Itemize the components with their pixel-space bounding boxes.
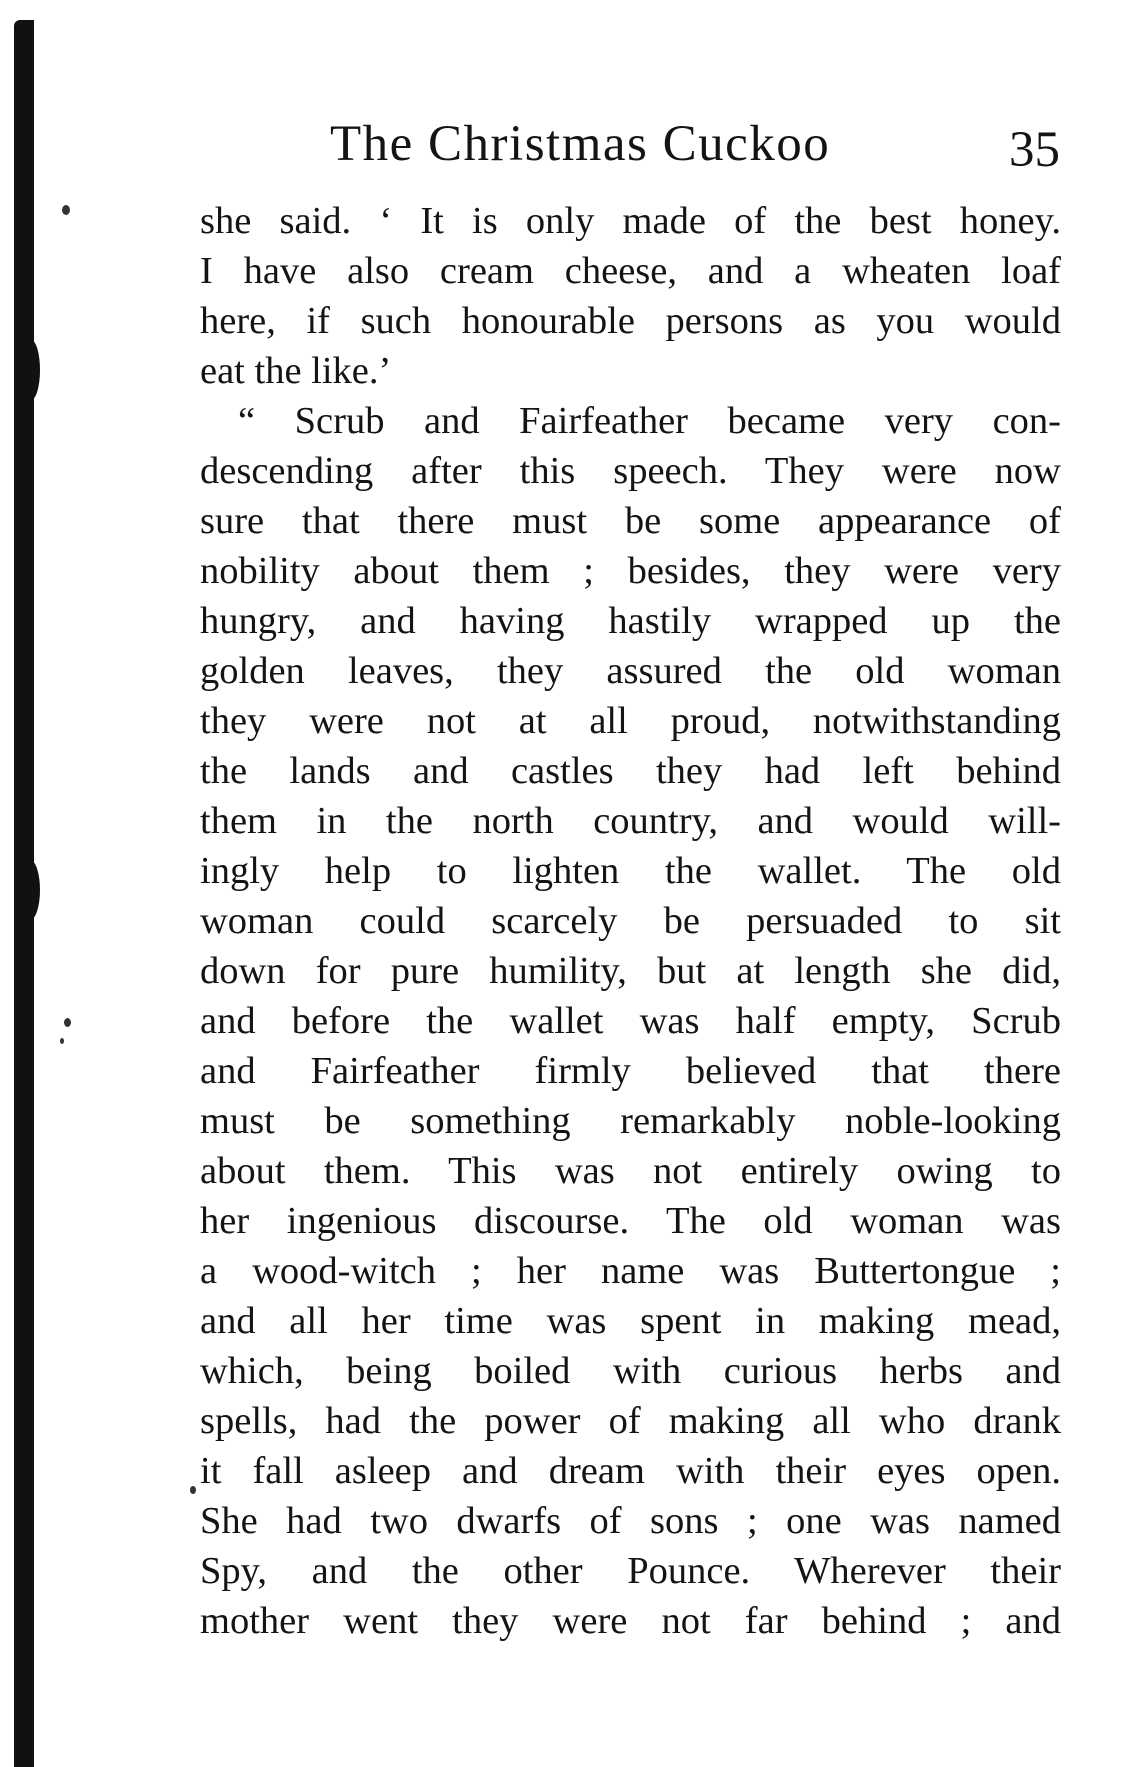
text-line: them in the north country, and would will- [200,800,1061,842]
binding-edge [14,20,34,1767]
text-line: and all her time was spent in making mead, [200,1300,1061,1342]
text-line: they were not at all proud, notwithstanding [200,700,1061,742]
text-line: golden leaves, they assured the old woman [200,650,1061,692]
text-line: Spy, and the other Pounce. Wherever their [200,1550,1061,1592]
text-line: which, being boiled with curious herbs and [200,1350,1061,1392]
text-line: her ingenious discourse. The old woman was [200,1200,1061,1242]
running-title: The Christmas Cuckoo [330,116,831,172]
text-line: hungry, and having hastily wrapped up the [200,600,1061,642]
text-line: nobility about them ; besides, they were very [200,550,1061,592]
text-line: down for pure humility, but at length she did, [200,950,1061,992]
scan-speck [60,1038,64,1044]
text-line: I have also cream cheese, and a wheaten loaf [200,250,1061,292]
text-line: must be something remarkably noble-looking [200,1100,1061,1142]
text-line: here, if such honourable persons as you would [200,300,1061,342]
text-line: a wood-witch ; her name was Buttertongue ; [200,1250,1061,1292]
text-line: woman could scarcely be persuaded to sit [200,900,1061,942]
text-line: and before the wallet was half empty, Scrub [200,1000,1061,1042]
text-line: eat the like.’ [200,350,392,392]
text-line: ingly help to lighten the wallet. The old [200,850,1061,892]
page-number: 35 [1009,122,1060,178]
text-line: sure that there must be some appearance of [200,500,1061,542]
scan-speck [190,1486,196,1494]
text-line: descending after this speech. They were now [200,450,1061,492]
body-text [200,196,1061,1646]
text-line: She had two dwarfs of sons ; one was named [200,1500,1061,1542]
text-line: mother went they were not far behind ; and [200,1600,1061,1642]
text-line: it fall asleep and dream with their eyes open. [200,1450,1061,1492]
text-line: and Fairfeather firmly believed that there [200,1050,1061,1092]
text-line: about them. This was not entirely owing to [200,1150,1061,1192]
text-line: the lands and castles they had left behind [200,750,1061,792]
scan-speck [62,205,70,215]
running-head [330,112,1060,176]
scan-speck [64,1018,71,1027]
text-line: spells, had the power of making all who drank [200,1400,1061,1442]
text-line: she said. ‘ It is only made of the best honey. [200,200,1061,242]
text-line: “ Scrub and Fairfeather became very con- [238,400,1061,442]
